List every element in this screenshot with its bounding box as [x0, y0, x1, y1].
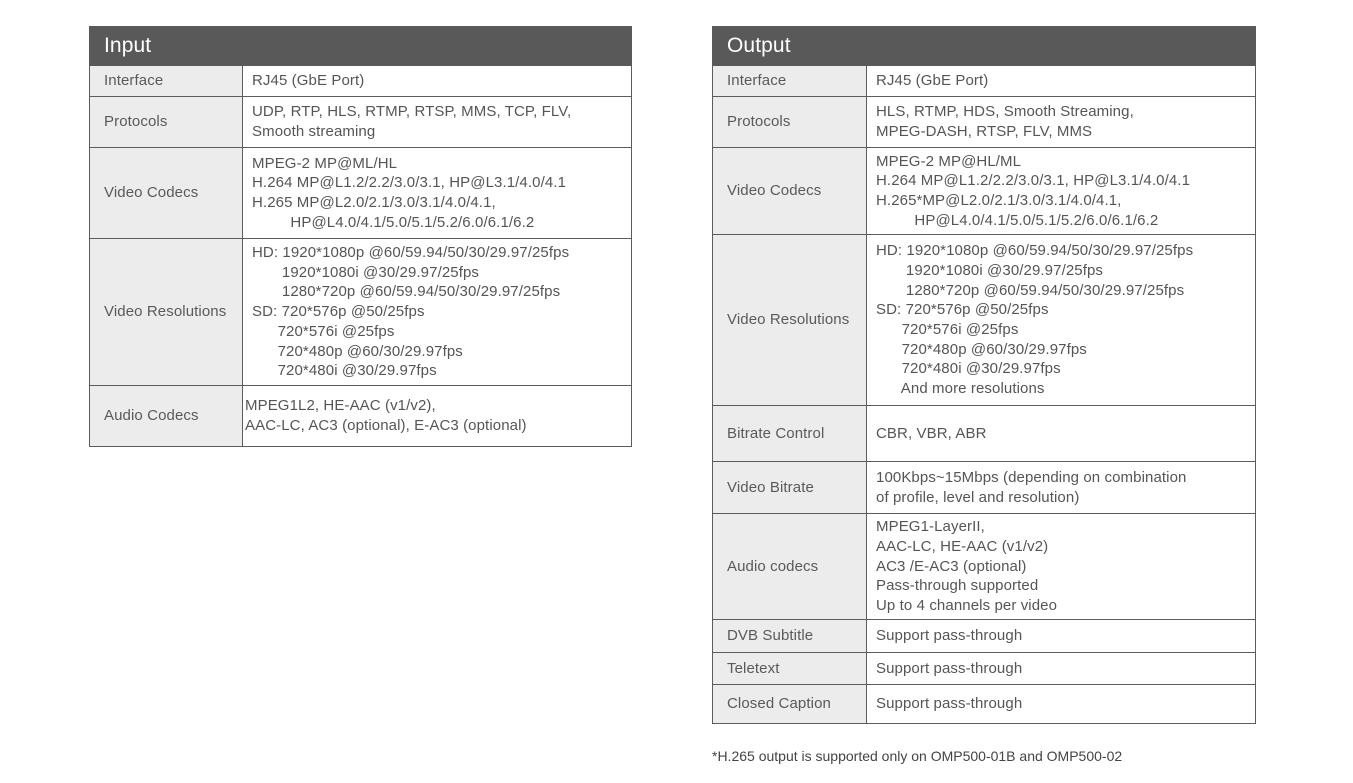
value-line: H.265 MP@L2.0/2.1/3.0/3.1/4.0/4.1,	[252, 194, 496, 211]
value-line: Support pass-through	[876, 627, 1023, 645]
row-label: Video Codecs	[90, 148, 243, 239]
row-label: DVB Subtitle	[713, 620, 867, 653]
footnote: *H.265 output is supported only on OMP500-01B and OMP500-02	[712, 748, 1123, 764]
value-line: MPEG1-LayerII,	[876, 518, 985, 536]
row-value	[867, 148, 1256, 235]
value-line: MPEG-DASH, RTSP, FLV, MMS	[876, 123, 1093, 140]
table-row	[713, 148, 1256, 235]
row-value	[867, 620, 1256, 653]
row-value	[243, 386, 632, 447]
value-line: 1280*720p @60/59.94/50/30/29.97/25fps	[252, 283, 561, 301]
row-label: Closed Caption	[713, 685, 867, 724]
value-line: Pass-through supported	[876, 577, 1039, 595]
value-line: MPEG-2 MP@ML/HL	[252, 154, 398, 172]
row-label: Video Bitrate	[713, 462, 867, 514]
value-line: 720*480i @30/29.97fps	[876, 360, 1061, 378]
table-row	[713, 406, 1256, 462]
table-row	[713, 235, 1256, 406]
value-line: And more resolutions	[876, 380, 1045, 398]
row-label: Teletext	[713, 653, 867, 685]
value-line: RJ45 (GbE Port)	[876, 72, 989, 90]
row-value	[867, 462, 1256, 514]
value-line: HP@L4.0/4.1/5.0/5.1/5.2/6.0/6.1/6.2	[252, 213, 535, 231]
value-line: HD: 1920*1080p @60/59.94/50/30/29.97/25fps	[876, 242, 1194, 260]
value-line: H.264 MP@L1.2/2.2/3.0/3.1, HP@L3.1/4.0/4.1	[876, 172, 1191, 190]
value-line: HD: 1920*1080p @60/59.94/50/30/29.97/25fps	[252, 244, 570, 262]
row-label: Video Resolutions	[713, 235, 867, 406]
table-row	[90, 239, 632, 386]
value-line: H.264 MP@L1.2/2.2/3.0/3.1, HP@L3.1/4.0/4.1	[252, 174, 567, 192]
value-line: 1280*720p @60/59.94/50/30/29.97/25fps	[876, 281, 1185, 299]
value-line: Up to 4 channels per video	[876, 597, 1058, 615]
value-line: Support pass-through	[876, 695, 1023, 713]
row-label: Audio Codecs	[90, 386, 243, 447]
row-label: Video Codecs	[713, 148, 867, 235]
table-row	[713, 653, 1256, 685]
value-line: 1920*1080i @30/29.97/25fps	[876, 261, 1104, 279]
row-value	[867, 406, 1256, 462]
row-label: Protocols	[713, 97, 867, 148]
value-line: 720*480i @30/29.97fps	[252, 362, 437, 380]
row-value	[867, 653, 1256, 685]
value-line: MPEG1L2, HE-AAC (v1/v2),	[245, 397, 436, 415]
table-row	[713, 97, 1256, 148]
value-line: UDP, RTP, HLS, RTMP, RTSP, MMS, TCP, FLV,	[252, 103, 572, 121]
output-spec-table	[712, 26, 1256, 724]
row-value	[867, 66, 1256, 97]
value-line: 720*576i @25fps	[876, 321, 1019, 338]
value-line: 720*576i @25fps	[252, 322, 395, 340]
row-value	[867, 514, 1256, 620]
value-line: SD: 720*576p @50/25fps	[876, 301, 1049, 319]
table-row	[90, 386, 632, 447]
input-header-row	[90, 27, 632, 66]
row-value	[243, 97, 632, 148]
table-row	[713, 462, 1256, 514]
row-label: Interface	[713, 66, 867, 97]
table-row	[90, 97, 632, 148]
row-label: Video Resolutions	[90, 239, 243, 386]
value-line: SD: 720*576p @50/25fps	[252, 303, 425, 321]
row-value	[243, 148, 632, 239]
value-line: 720*480p @60/30/29.97fps	[876, 340, 1087, 358]
output-header-row	[713, 27, 1256, 66]
value-line: HP@L4.0/4.1/5.0/5.1/5.2/6.0/6.1/6.2	[876, 211, 1159, 229]
value-line: MPEG-2 MP@HL/ML	[876, 152, 1022, 170]
value-line: 100Kbps~15Mbps (depending on combination	[876, 468, 1187, 486]
row-label: Bitrate Control	[713, 406, 867, 462]
row-label: Audio codecs	[713, 514, 867, 620]
table-row	[713, 685, 1256, 724]
table-row	[90, 148, 632, 239]
row-value	[867, 685, 1256, 724]
row-value	[867, 235, 1256, 406]
value-line: RJ45 (GbE Port)	[252, 72, 365, 90]
table-row	[713, 66, 1256, 97]
table-row	[713, 620, 1256, 653]
value-line: HLS, RTMP, HDS, Smooth Streaming,	[876, 103, 1134, 121]
value-line: AAC-LC, AC3 (optional), E-AC3 (optional)	[245, 417, 527, 434]
value-line: of profile, level and resolution)	[876, 488, 1080, 506]
value-line: Smooth streaming	[252, 123, 376, 140]
value-line: CBR, VBR, ABR	[876, 424, 987, 442]
row-value	[243, 239, 632, 386]
table-row	[713, 514, 1256, 620]
value-line: H.265*MP@L2.0/2.1/3.0/3.1/4.0/4.1,	[876, 192, 1122, 209]
output-title: Output	[713, 27, 1256, 66]
value-line: 720*480p @60/30/29.97fps	[252, 342, 463, 360]
input-title: Input	[90, 27, 632, 66]
row-label: Protocols	[90, 97, 243, 148]
table-row	[90, 66, 632, 97]
row-value	[243, 66, 632, 97]
value-line: AAC-LC, HE-AAC (v1/v2)	[876, 537, 1049, 555]
row-value	[867, 97, 1256, 148]
row-label: Interface	[90, 66, 243, 97]
value-line: Support pass-through	[876, 659, 1023, 677]
value-line: 1920*1080i @30/29.97/25fps	[252, 263, 480, 281]
value-line: AC3 /E-AC3 (optional)	[876, 557, 1027, 575]
input-spec-table	[89, 26, 632, 447]
